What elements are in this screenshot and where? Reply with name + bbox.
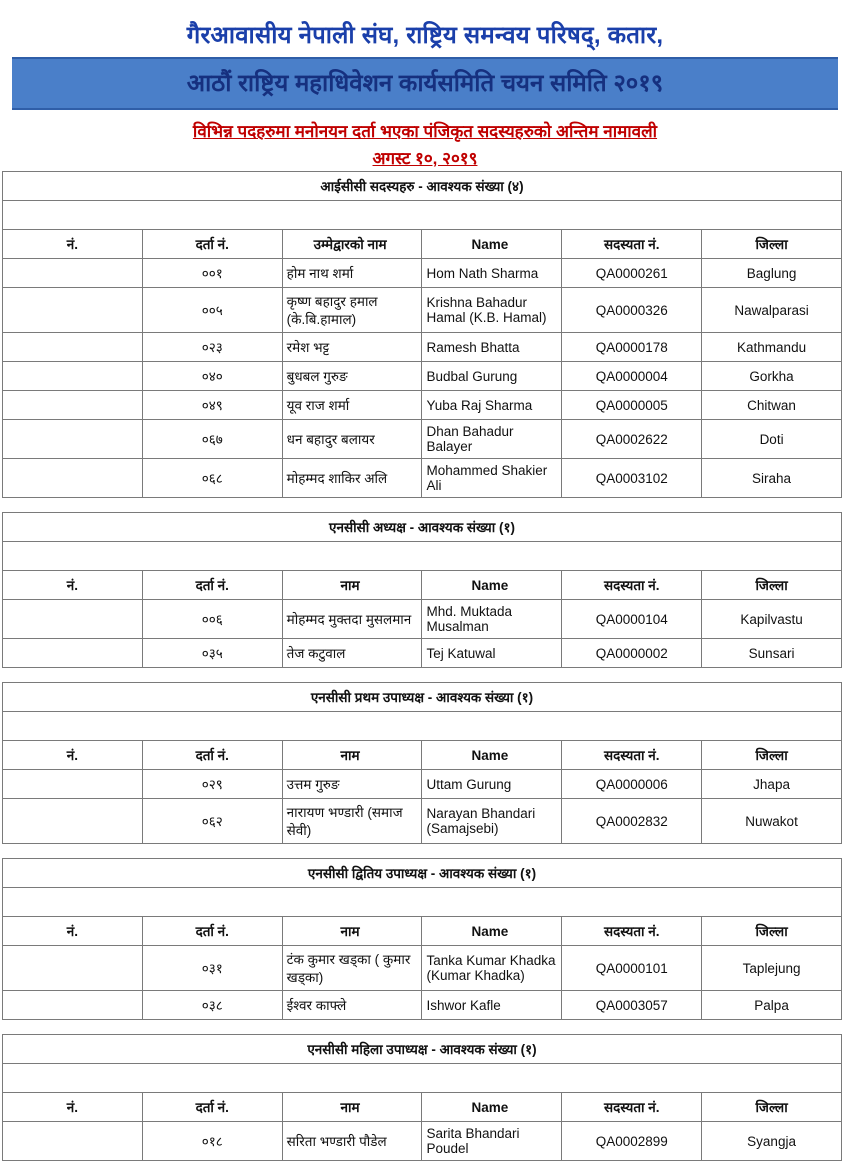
spacer-row [3, 712, 842, 741]
column-header-name-nepali: नाम [282, 1093, 422, 1122]
cell-sn [3, 946, 143, 991]
cell-name-english: Ramesh Bhatta [422, 333, 562, 362]
cell-registration: ०३८ [142, 991, 282, 1020]
cell-district: Sunsari [702, 639, 842, 668]
cell-district: Syangja [702, 1122, 842, 1161]
column-header-name-nepali: नाम [282, 917, 422, 946]
spacer-row [3, 888, 842, 917]
table-row [3, 799, 842, 844]
cell-name-nepali: उत्तम गुरुङ [282, 770, 422, 799]
table-row [3, 770, 842, 799]
table-row [3, 391, 842, 420]
cell-name-english: Krishna Bahadur Hamal (K.B. Hamal) [422, 288, 562, 333]
candidates-table [2, 682, 842, 844]
table-row [3, 1122, 842, 1161]
section-title: एनसीसी द्वितिय उपाध्यक्ष - आवश्यक संख्या (१) [3, 859, 842, 888]
candidates-table [2, 1034, 842, 1161]
cell-district: Baglung [702, 259, 842, 288]
sections-container [0, 171, 850, 1161]
cell-district: Chitwan [702, 391, 842, 420]
cell-registration: ०६७ [142, 420, 282, 459]
cell-district: Doti [702, 420, 842, 459]
section-title-row [3, 513, 842, 542]
document-subtitle [0, 110, 850, 171]
cell-sn [3, 1122, 143, 1161]
column-header-membership: सदस्यता नं. [562, 571, 702, 600]
organization-title-line1: गैरआवासीय नेपाली संघ, राष्ट्रिय समन्वय परिषद्, कतार, [186, 22, 664, 49]
column-header-district: जिल्ला [702, 1093, 842, 1122]
spacer-row [3, 542, 842, 571]
position-section [0, 682, 840, 844]
cell-sn [3, 420, 143, 459]
section-title-row [3, 859, 842, 888]
cell-sn [3, 288, 143, 333]
cell-name-english: Mhd. Muktada Musalman [422, 600, 562, 639]
cell-name-english: Yuba Raj Sharma [422, 391, 562, 420]
cell-membership: QA0003102 [562, 459, 702, 498]
position-section [0, 1034, 840, 1161]
column-header-membership: सदस्यता नं. [562, 230, 702, 259]
cell-district: Kathmandu [702, 333, 842, 362]
table-header-row [3, 1093, 842, 1122]
section-title-row [3, 1035, 842, 1064]
cell-membership: QA0000005 [562, 391, 702, 420]
cell-registration: ०२३ [142, 333, 282, 362]
cell-district: Nawalparasi [702, 288, 842, 333]
cell-sn [3, 799, 143, 844]
column-header-name-english: Name [422, 741, 562, 770]
column-header-sn: नं. [3, 917, 143, 946]
cell-name-english: Ishwor Kafle [422, 991, 562, 1020]
cell-membership: QA0000006 [562, 770, 702, 799]
cell-registration: ०६८ [142, 459, 282, 498]
cell-registration: ०१८ [142, 1122, 282, 1161]
position-section [0, 171, 840, 498]
subtitle-text: विभिन्न पदहरुमा मनोनयन दर्ता भएका पंजिकृत सदस्यहरुको अन्तिम नामावली [192, 122, 658, 141]
column-header-name-nepali: नाम [282, 741, 422, 770]
spacer-cell [3, 1064, 842, 1093]
cell-name-nepali: मोहम्मद शाकिर अलि [282, 459, 422, 498]
cell-registration: ००६ [142, 600, 282, 639]
cell-district: Palpa [702, 991, 842, 1020]
cell-membership: QA0003057 [562, 991, 702, 1020]
cell-name-english: Hom Nath Sharma [422, 259, 562, 288]
cell-membership: QA0000002 [562, 639, 702, 668]
cell-name-english: Tej Katuwal [422, 639, 562, 668]
section-title-row [3, 172, 842, 201]
cell-sn [3, 333, 143, 362]
title-banner [12, 57, 838, 110]
column-header-sn: नं. [3, 230, 143, 259]
column-header-district: जिल्ला [702, 917, 842, 946]
column-header-registration: दर्ता नं. [142, 571, 282, 600]
cell-name-english: Narayan Bhandari (Samajsebi) [422, 799, 562, 844]
column-header-name-nepali: नाम [282, 571, 422, 600]
table-row [3, 991, 842, 1020]
cell-district: Kapilvastu [702, 600, 842, 639]
column-header-district: जिल्ला [702, 230, 842, 259]
column-header-registration: दर्ता नं. [142, 1093, 282, 1122]
section-title: एनसीसी अध्यक्ष - आवश्यक संख्या (१) [3, 513, 842, 542]
column-header-sn: नं. [3, 571, 143, 600]
cell-sn [3, 459, 143, 498]
cell-sn [3, 770, 143, 799]
cell-name-nepali: यूव राज शर्मा [282, 391, 422, 420]
cell-name-english: Dhan Bahadur Balayer [422, 420, 562, 459]
column-header-name-english: Name [422, 917, 562, 946]
spacer-cell [3, 888, 842, 917]
column-header-name-english: Name [422, 571, 562, 600]
organization-title-line2: आठौं राष्ट्रिय महाधिवेशन कार्यसमिति चयन समिति २०१९ [186, 70, 664, 97]
cell-district: Gorkha [702, 362, 842, 391]
spacer-row [3, 201, 842, 230]
cell-registration: ०३५ [142, 639, 282, 668]
candidates-table [2, 171, 842, 498]
table-row [3, 600, 842, 639]
cell-name-nepali: धन बहादुर बलायर [282, 420, 422, 459]
table-row [3, 288, 842, 333]
cell-name-nepali: कृष्ण बहादुर हमाल (के.बि.हामाल) [282, 288, 422, 333]
table-row [3, 946, 842, 991]
cell-district: Jhapa [702, 770, 842, 799]
table-row [3, 259, 842, 288]
candidates-table [2, 858, 842, 1020]
cell-name-english: Tanka Kumar Khadka (Kumar Khadka) [422, 946, 562, 991]
cell-membership: QA0000261 [562, 259, 702, 288]
cell-registration: ०४९ [142, 391, 282, 420]
spacer-cell [3, 542, 842, 571]
cell-registration: ०३१ [142, 946, 282, 991]
section-title: एनसीसी महिला उपाध्यक्ष - आवश्यक संख्या (१) [3, 1035, 842, 1064]
cell-membership: QA0002832 [562, 799, 702, 844]
position-section [0, 512, 840, 668]
cell-district: Siraha [702, 459, 842, 498]
section-title: एनसीसी प्रथम उपाध्यक्ष - आवश्यक संख्या (१) [3, 683, 842, 712]
cell-name-nepali: मोहम्मद मुक्तदा मुसलमान [282, 600, 422, 639]
cell-district: Taplejung [702, 946, 842, 991]
cell-membership: QA0000101 [562, 946, 702, 991]
cell-name-nepali: नारायण भण्डारी (समाज सेवी) [282, 799, 422, 844]
cell-name-english: Uttam Gurung [422, 770, 562, 799]
cell-membership: QA0000178 [562, 333, 702, 362]
spacer-cell [3, 201, 842, 230]
table-row [3, 333, 842, 362]
cell-sn [3, 259, 143, 288]
cell-name-english: Sarita Bhandari Poudel [422, 1122, 562, 1161]
position-section [0, 858, 840, 1020]
table-row [3, 362, 842, 391]
column-header-district: जिल्ला [702, 571, 842, 600]
cell-name-nepali: सरिता भण्डारी पौडेल [282, 1122, 422, 1161]
cell-name-nepali: बुधबल गुरुङ [282, 362, 422, 391]
column-header-membership: सदस्यता नं. [562, 1093, 702, 1122]
cell-registration: ००१ [142, 259, 282, 288]
cell-name-nepali: होम नाथ शर्मा [282, 259, 422, 288]
cell-membership: QA0000104 [562, 600, 702, 639]
table-header-row [3, 917, 842, 946]
section-title: आईसीसी सदस्यहरु - आवश्यक संख्या (४) [3, 172, 842, 201]
cell-registration: ००५ [142, 288, 282, 333]
table-header-row [3, 741, 842, 770]
cell-name-english: Budbal Gurung [422, 362, 562, 391]
cell-membership: QA0000326 [562, 288, 702, 333]
cell-name-nepali: ईश्वर काफ्ले [282, 991, 422, 1020]
column-header-membership: सदस्यता नं. [562, 917, 702, 946]
document-header [0, 0, 850, 171]
section-title-row [3, 683, 842, 712]
cell-membership: QA0000004 [562, 362, 702, 391]
column-header-registration: दर्ता नं. [142, 230, 282, 259]
cell-sn [3, 639, 143, 668]
cell-membership: QA0002622 [562, 420, 702, 459]
table-header-row [3, 571, 842, 600]
column-header-sn: नं. [3, 741, 143, 770]
cell-name-nepali: टंक कुमार खड्का ( कुमार खड्का) [282, 946, 422, 991]
column-header-membership: सदस्यता नं. [562, 741, 702, 770]
candidates-table [2, 512, 842, 668]
cell-sn [3, 362, 143, 391]
column-header-name-english: Name [422, 1093, 562, 1122]
cell-registration: ०२९ [142, 770, 282, 799]
column-header-name-nepali: उम्मेद्वारको नाम [282, 230, 422, 259]
cell-registration: ०६२ [142, 799, 282, 844]
cell-sn [3, 991, 143, 1020]
table-row [3, 420, 842, 459]
cell-membership: QA0002899 [562, 1122, 702, 1161]
column-header-district: जिल्ला [702, 741, 842, 770]
cell-registration: ०४० [142, 362, 282, 391]
table-row [3, 459, 842, 498]
column-header-registration: दर्ता नं. [142, 741, 282, 770]
cell-sn [3, 600, 143, 639]
spacer-row [3, 1064, 842, 1093]
cell-name-nepali: रमेश भट्ट [282, 333, 422, 362]
column-header-registration: दर्ता नं. [142, 917, 282, 946]
table-row [3, 639, 842, 668]
cell-sn [3, 391, 143, 420]
column-header-sn: नं. [3, 1093, 143, 1122]
document-date: अगस्ट १०, २०१९ [372, 148, 478, 168]
cell-name-nepali: तेज कटुवाल [282, 639, 422, 668]
cell-name-english: Mohammed Shakier Ali [422, 459, 562, 498]
column-header-name-english: Name [422, 230, 562, 259]
table-header-row [3, 230, 842, 259]
spacer-cell [3, 712, 842, 741]
cell-district: Nuwakot [702, 799, 842, 844]
